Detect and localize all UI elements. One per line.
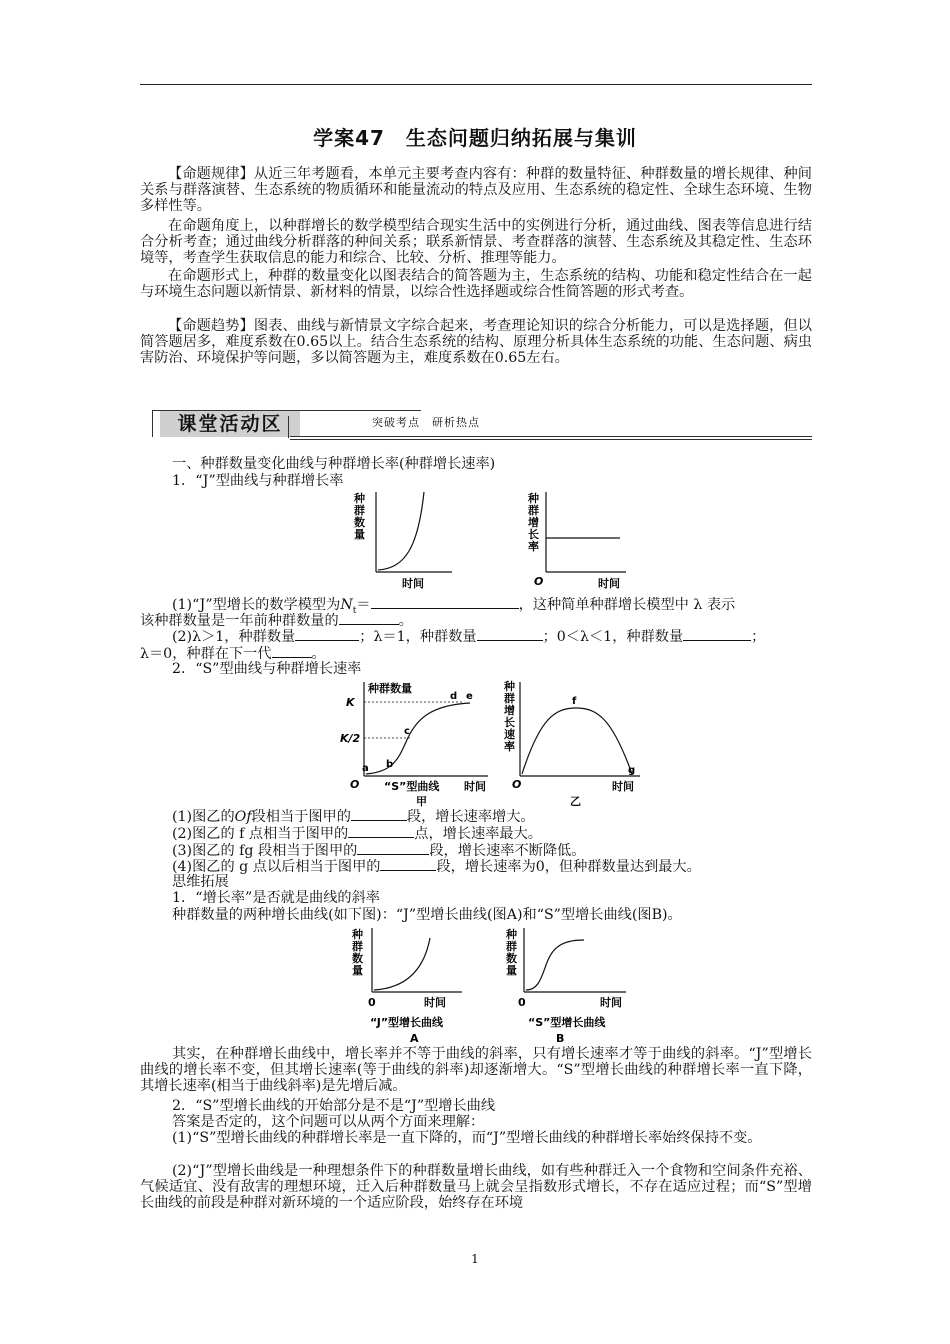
j-growth-curve [378,492,424,570]
chart-b-s-curve [505,927,626,1044]
a-ylabel-3: 数 [352,952,363,965]
question-2-line-4: (4)图乙的 g 点以后相当于图甲的 段，增长速率为0，但种群数量达到最大。 [172,859,701,875]
banner-subtitle: 突破考点 研析热点 [372,416,480,429]
s-growth-curve [366,703,470,774]
point-f: f [572,696,577,707]
thinking-heading: 思维拓展 [172,874,229,890]
j-right-ylabel-4: 长 [528,528,539,541]
yi-ylabel-1: 种 [504,680,515,693]
thinking-item-1: 1．“增长率”是否就是曲线的斜率 [172,890,380,906]
blank-lambda-lt-1 [683,628,751,641]
blank-lambda [339,612,399,625]
a-ylabel-1: 种 [352,928,363,941]
intro-paragraph-2: 在命题角度上，以种群增长的数学模型结合现实生活中的实例进行分析，通过曲线、图表等信息进行结合分析考查；通过曲线分析群落的种间关系；联系新情景、考查群落的演替、生态系统及其稳定性、生态环境等，考查学生获取信息的能力和综合、比较、分析、推理等能力。 [140,218,812,267]
blank-model [371,596,519,609]
s-xlabel: 时间 [464,780,486,793]
yi-rate-curve [522,708,632,774]
point-d: d [450,691,458,702]
question-1-line-3: (2)λ＞1，种群数量 ；λ＝1，种群数量 ；0＜λ＜1，种群数量 ； [172,629,766,645]
a-origin: 0 [368,996,376,1009]
intro-paragraph-3: 在命题形式上，种群的数量变化以图表结合的简答题为主，生态系统的结构、功能和稳定性结合在一起与环境生态问题以新情景、新材料的情景，以综合性选择题或综合性简答题的形式考查。 [140,268,812,301]
b-xlabel: 时间 [600,996,622,1009]
j-right-xlabel: 时间 [598,577,620,590]
point-g: g [628,765,636,776]
intro-paragraph-4: 【命题趋势】图表、曲线与新情景文字综合起来，考查理论知识的综合分析能力，可以是选择题，但以简答题居多，难度系数在0.65以上。结合生态系统的结构、原理分析具体生态系统的功能、生态问题、病虫害防治、环境保护等问题，多以简答题为主，难度系数在0.65左右。 [140,318,812,367]
yi-xlabel: 时间 [612,780,634,793]
yi-ylabel-3: 增 [504,704,515,717]
question-2-line-2: (2)图乙的 f 点相当于图甲的 点，增长速率最大。 [172,826,542,842]
question-2-line-3: (3)图乙的 fg 段相当于图甲的 段，增长速率不断降低。 [172,843,586,859]
banner-rule [290,436,812,437]
thinking-item-1-text: 种群数量的两种增长曲线(如下图)：“J”型增长曲线(图A)和“S”型增长曲线(图B)。 [172,907,682,923]
point-c: c [404,726,410,737]
question-2-line-1: (1)图乙的Of段相当于图甲的 段，增长速率增大。 [172,809,535,825]
point-b: b [386,759,394,770]
explanation-paragraph: 其实，在种群增长曲线中，增长率并不等于曲线的斜率，只有增长速率才等于曲线的斜率。“J”型增长曲线的增长率不变，但其增长速率(等于曲线的斜率)却逐渐增大。“S”型增长曲线的种群增长率一直下降，其增长速率(相当于曲线斜率)是先增后减。 [140,1046,812,1095]
banner-title: 课堂活动区 [160,411,300,437]
k2-label: K/2 [340,732,361,745]
j-curve-figure [350,488,640,590]
top-rule [140,84,812,85]
j-right-ylabel-1: 种 [528,492,539,505]
b-ylabel-3: 数 [506,952,517,965]
blank-lambda-eq-0 [272,645,312,658]
banner-divider [288,416,289,438]
a-caption: “J”型增长曲线 [370,1016,444,1029]
yi-origin: O [512,778,522,791]
subheading-j-curve: 1．“J”型曲线与种群增长率 [172,473,344,489]
blank-f-point [348,825,414,838]
blank-fg-segment [357,842,429,855]
intro-paragraph-1: 【命题规律】从近三年考题看，本单元主要考查内容有：种群的数量特征、种群数量的增长规律、种间关系与群落演替、生态系统的物质循环和能量流动的特点及应用、生态系统的稳定性、全球生态环境、生物多样性等。 [140,166,812,215]
yi-ylabel-4: 长 [504,716,515,729]
chart-a-j-curve [351,927,462,1044]
question-1-line-1: (1)“J”型增长的数学模型为$N_t=$ ，这种简单种群增长模型中 λ 表示 [172,597,736,616]
tag-trend: 【命题趋势】 [168,318,254,334]
s-population-chart-jia [340,681,488,808]
s-caption: “S”型曲线 [384,780,440,793]
blank-lambda-gt-1 [295,628,359,641]
page-title: 学案47 生态问题归纳拓展与集训 [313,126,637,150]
a-ylabel-4: 量 [352,964,363,977]
j-left-xlabel: 时间 [402,577,424,590]
j-right-origin: O [534,575,544,588]
label-jia: 甲 [416,795,427,808]
a-growth-curve [374,938,430,990]
a-letter: A [410,1032,419,1044]
question-1-line-2: 该种群数量是一年前种群数量的 。 [140,613,413,629]
thinking-item-2-answer: 答案是否定的，这个问题可以从两个方面来理解： [172,1114,485,1130]
blank-of-segment [351,808,407,821]
yi-ylabel-5: 速 [504,728,515,741]
j-rate-chart [527,491,626,590]
question-1-line-4: λ＝0，种群在下一代 。 [140,646,326,662]
section-banner [140,410,812,436]
yi-ylabel-2: 群 [504,692,515,705]
b-ylabel-4: 量 [506,964,517,977]
blank-lambda-eq-1 [477,628,543,641]
b-letter: B [556,1032,565,1044]
j-right-ylabel-5: 率 [528,540,539,553]
banner-rule-thin [290,439,812,440]
b-ylabel-1: 种 [506,928,517,941]
j-left-ylabel-1: 种 [354,492,365,505]
a-xlabel: 时间 [424,996,446,1009]
point-e: e [466,691,473,702]
b-caption: “S”型增长曲线 [528,1016,606,1029]
thinking-item-2-point-2: (2)“J”型增长曲线是一种理想条件下的种群数量增长曲线，如有些种群迁入一个食物和空间条件充裕、气候适宜、没有敌害的理想环境，迁入后种群数量马上就会呈指数形式增长，不存在适应过程；而“S”型增长曲线的前段是种群对新环境的一个适应阶段，始终存在环境 [140,1163,812,1212]
k-label: K [346,696,355,709]
blank-g-point [380,858,436,871]
s-rate-chart-yi [503,679,640,808]
s-ylabel: 种群数量 [368,682,412,695]
page-number: 1 [471,1252,479,1266]
label-yi: 乙 [570,795,581,808]
tag-pattern: 【命题规律】 [168,166,254,182]
b-origin: 0 [518,996,526,1009]
s-curve-figure [340,678,650,808]
subheading-s-curve: 2．“S”型曲线与种群增长速率 [172,661,362,677]
j-left-ylabel-3: 数 [354,516,365,529]
thinking-item-2-point-1: (1)“S”型增长曲线的种群增长率是一直下降的，而“J”型增长曲线的种群增长率始终保持不变。 [172,1130,762,1146]
j-population-chart [353,491,452,590]
s-origin: O [350,778,360,791]
ab-curve-figure [346,924,636,1044]
b-ylabel-2: 群 [506,940,517,953]
thinking-item-2: 2．“S”型增长曲线的开始部分是不是“J”型增长曲线 [172,1098,496,1114]
j-left-ylabel-2: 群 [354,504,365,517]
j-right-ylabel-2: 群 [528,504,539,517]
section-heading-1: 一、种群数量变化曲线与种群增长率(种群增长速率) [172,456,496,472]
point-a: a [362,763,369,774]
b-growth-curve [526,940,584,990]
j-right-ylabel-3: 增 [528,516,539,529]
j-left-ylabel-4: 量 [354,528,365,541]
a-ylabel-2: 群 [352,940,363,953]
yi-ylabel-6: 率 [504,740,515,753]
